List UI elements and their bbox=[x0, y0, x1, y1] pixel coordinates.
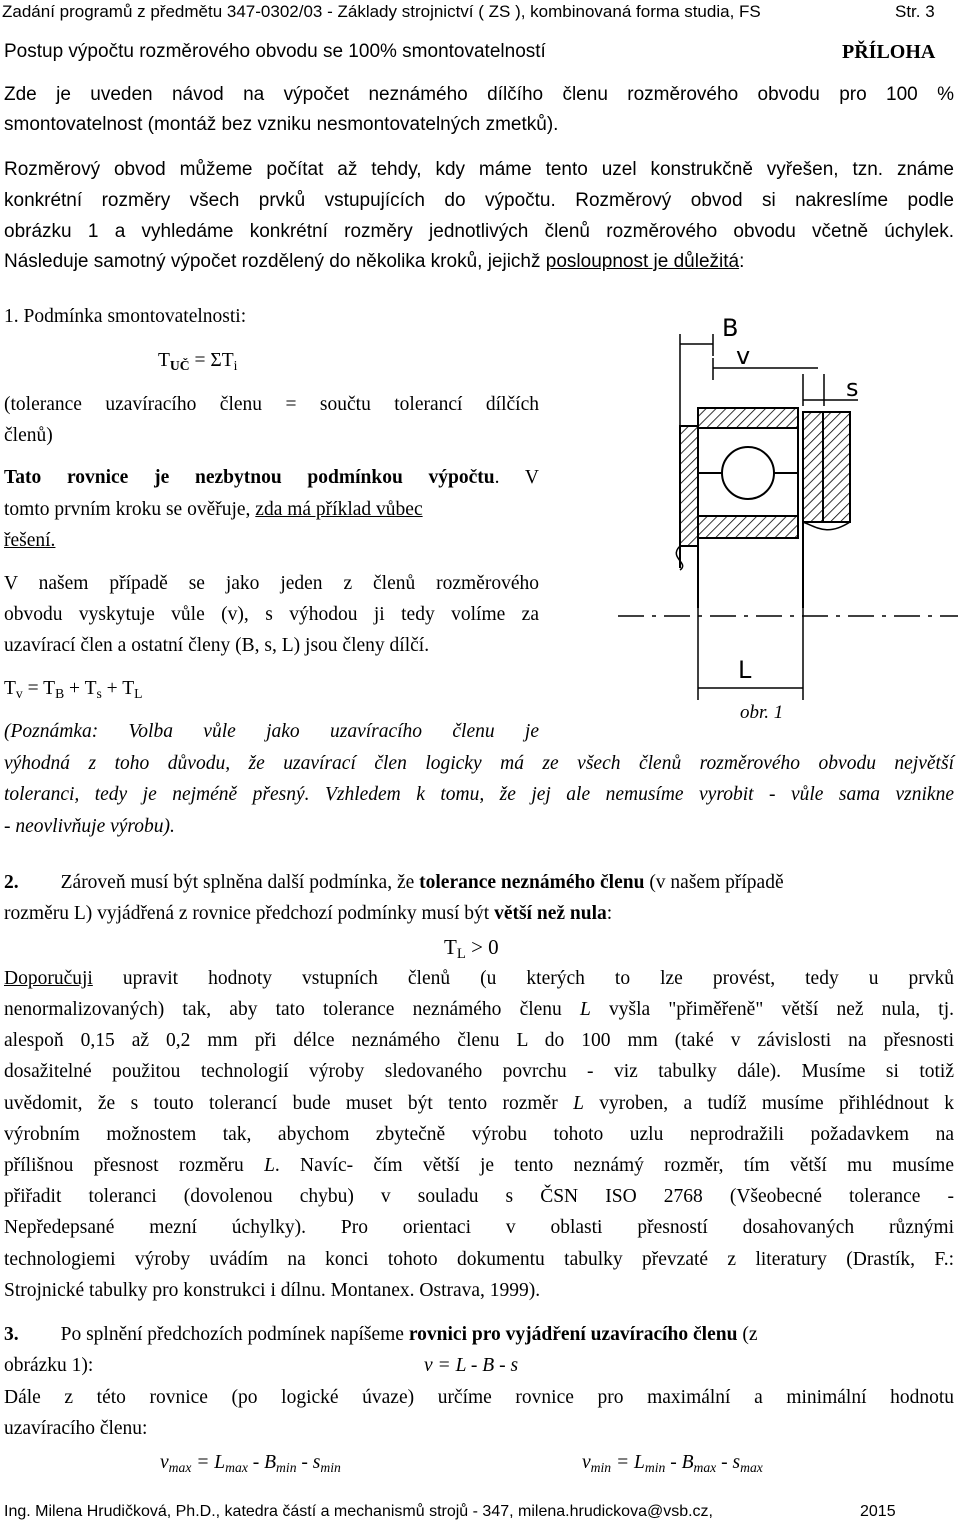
step3-vmin-equation: $v_{min} = L_{min} - B_{max} - s_{max}$ bbox=[582, 1452, 763, 1475]
footer-author: Ing. Milena Hrudičková, Ph.D., katedra částí a mechanismů strojů - 347, milena.hrudickova@vsb.cz, bbox=[4, 1503, 713, 1520]
course-header: Zadání programů z předmětu 347-0302/03 - Základy strojnictví ( ZS ), kombinovaná forma studia, FS bbox=[2, 2, 761, 21]
step1-equation: $T_v = T_B + T_s + T_L$ bbox=[4, 678, 143, 701]
step1-note-1: (tolerance uzavíracího členu = součtu tolerancí dílčích bbox=[4, 394, 539, 415]
step2-recommend-2: nenormalizovaných) tak, aby tato tolerance neznámého členu L vyšla "přiměřeně" větší než nula, tj. bbox=[4, 999, 954, 1020]
step1-case-1: V našem případě se jako jeden z členů rozměrového bbox=[4, 573, 539, 594]
step2-line-2: rozměru L) vyjádřená z rovnice předchozí podmínky musí být větší než nula: bbox=[4, 903, 613, 924]
step1-case-2: obvodu vyskytuje vůle (v), s výhodou ji tedy volíme za bbox=[4, 604, 539, 625]
step2-recommend-1: Doporučuji upravit hodnoty vstupních členů (u kterých to lze provést, tedy u prvků bbox=[4, 968, 954, 989]
step2-recommend-3: alespoň 0,15 až 0,2 mm při délce neznámého členu L do 100 mm (také v závislosti na přesnosti bbox=[4, 1030, 954, 1051]
step1-heading: 1. Podmínka smontovatelnosti: bbox=[4, 306, 247, 327]
step2-recommend-5: uvědomit, že s touto tolerancí bude muset být tento rozměr L vyroben, a tudíž musíme přihlédnout k bbox=[4, 1093, 954, 1114]
step2-recommend-7: přílišnou přesnost rozměru L. Navíc- čím větší je tento neznámý rozměr, tím větší mu musíme bbox=[4, 1155, 954, 1176]
dimension-chain-figure bbox=[618, 308, 958, 720]
step2-recommend-10: technologiemi výroby uvádím na konci tohoto dokumentu tabulky převzaté z literatury (Drastík, F.: bbox=[4, 1249, 954, 1270]
step3-line-1: 3. Po splnění předchozích podmínek napíšeme rovnici pro vyjádření uzavíracího členu (z bbox=[4, 1324, 758, 1345]
step3-equation: v = L - B - s bbox=[424, 1355, 519, 1376]
step2-recommend-11: Strojnické tabulky pro konstrukci i dílnu. Montanex. Ostrava, 1999). bbox=[4, 1280, 541, 1301]
step3-line-4: uzavíracího členu: bbox=[4, 1418, 148, 1439]
appendix-label: PŘÍLOHA bbox=[842, 41, 936, 63]
step1-check-1: tomto prvním kroku se ověřuje, zda má příklad vůbec bbox=[4, 499, 423, 520]
bearing-assembly-drawing bbox=[618, 308, 958, 720]
step1-remark-4: - neovlivňuje výrobu). bbox=[4, 816, 175, 837]
step1-note-2: členů) bbox=[4, 425, 53, 446]
label-B: B bbox=[722, 314, 739, 342]
page-number: Str. 3 bbox=[895, 2, 935, 21]
para2-line-3: obrázku 1 a vyhledáme konkrétní rozměry jednotlivých členů rozměrového obvodu včetně úchylek. bbox=[4, 221, 954, 242]
label-s: s bbox=[846, 374, 859, 402]
step2-recommend-9: Nepředepsané mezní úchylky). Pro orientaci v oblasti přesností dosahovaných různými bbox=[4, 1217, 954, 1238]
intro-line-2: smontovatelnost (montáž bez vzniku nesmontovatelných zmetků). bbox=[4, 114, 559, 135]
figure-caption: obr. 1 bbox=[740, 702, 784, 720]
step1-remark-3: toleranci, tedy je nejméně přesný. Vzhledem k tomu, že jej ale nemusíme vyrobit - vůle sama vznikne bbox=[4, 784, 954, 805]
step1-remark-1: (Poznámka: Volba vůle jako uzavíracího členu je bbox=[4, 721, 539, 742]
document-title: Postup výpočtu rozměrového obvodu se 100% smontovatelností bbox=[4, 41, 546, 62]
step1-remark-2: výhodná z toho důvodu, že uzavírací člen logicky má ze všech členů rozměrového obvodu největší bbox=[4, 753, 954, 774]
step2-recommend-4: dosažitelné použitou technologií výroby sledovaného povrchu - viz tabulky dále). Musíme si totiž bbox=[4, 1061, 954, 1082]
page-header bbox=[2, 0, 761, 24]
step3-line-2: obrázku 1): bbox=[4, 1355, 94, 1376]
para2-line-1: Rozměrový obvod můžeme počítat až tehdy, kdy máme tento uzel konstrukčně vyřešen, tzn. známe bbox=[4, 159, 954, 180]
step2-line-1: 2. Zároveň musí být splněna další podmínka, že tolerance neznámého členu (v našem případě bbox=[4, 872, 784, 893]
step2-recommend-6: výrobním možnostem tak, abychom zbytečně výrobu tohoto uzlu neprodražili požadavkem na bbox=[4, 1124, 954, 1145]
para2-line-2: konkrétní rozměry všech prvků vstupujících do výpočtu. Rozměrový obvod si nakreslíme podle bbox=[4, 190, 954, 211]
step1-case-3: uzavírací člen a ostatní členy (B, s, L) jsou členy dílčí. bbox=[4, 635, 430, 656]
step3-vmax-equation: $v_{max} = L_{max} - B_{min} - s_{min}$ bbox=[160, 1452, 341, 1475]
step2-recommend-8: přiřadit toleranci (dovolenou chybu) v souladu s ČSN ISO 2768 (Všeobecné tolerance - bbox=[4, 1186, 954, 1207]
para2-line-4: Následuje samotný výpočet rozdělený do několika kroků, jejichž posloupnost je důležitá: bbox=[4, 251, 745, 272]
step2-formula: $T_L > 0$ bbox=[444, 935, 499, 962]
intro-line-1: Zde je uveden návod na výpočet neznámého dílčího členu rozměrového obvodu pro 100 % bbox=[4, 84, 954, 105]
step1-condition: Tato rovnice je nezbytnou podmínkou výpočtu. V bbox=[4, 467, 539, 488]
step1-formula: $T_{UČ} = \Sigma T_i$ bbox=[158, 350, 238, 373]
footer-year: 2015 bbox=[860, 1503, 896, 1520]
step3-line-3: Dále z této rovnice (po logické úvaze) určíme rovnice pro maximální a minimální hodnotu bbox=[4, 1387, 954, 1408]
step1-check-2: řešení. bbox=[4, 530, 56, 551]
label-v: v bbox=[736, 342, 751, 370]
label-L: L bbox=[738, 656, 752, 684]
